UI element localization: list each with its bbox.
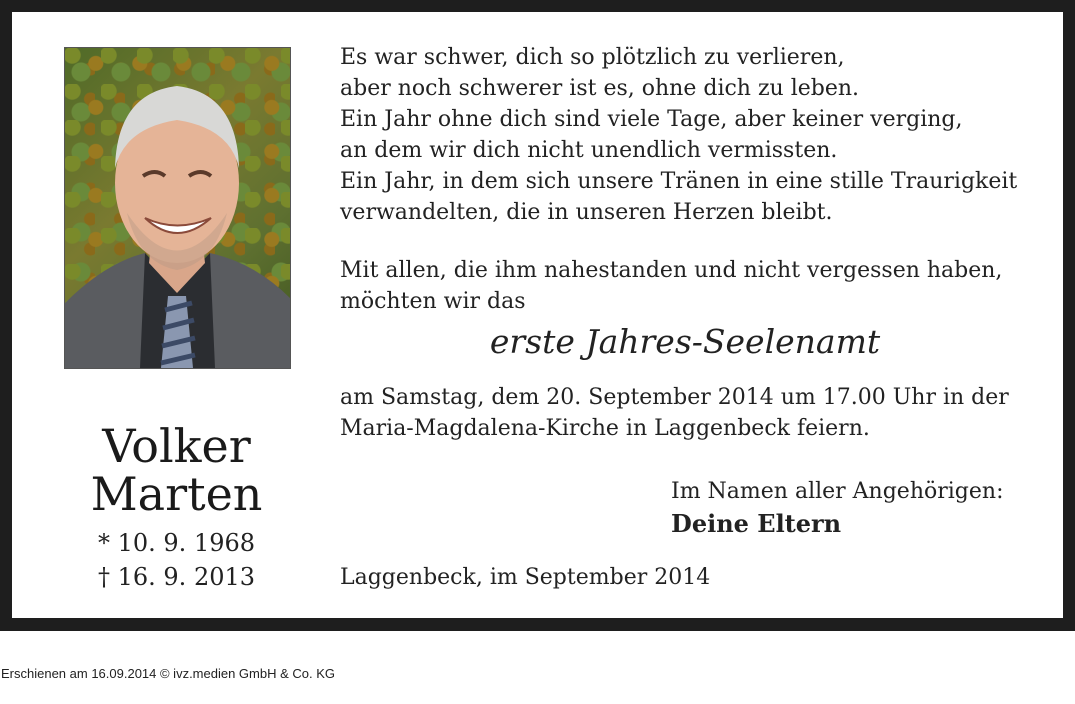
intro-line: möchten wir das bbox=[340, 289, 526, 314]
poem-line: Ein Jahr, in dem sich unsere Tränen in eine stille Traurigkeit bbox=[340, 169, 1018, 194]
event-line: am Samstag, dem 20. September 2014 um 17.00 Uhr in der bbox=[340, 385, 1009, 410]
event-details bbox=[340, 382, 1030, 444]
event-line: Maria-Magdalena-Kirche in Laggenbeck feiern. bbox=[340, 416, 870, 441]
poem-line: Es war schwer, dich so plötzlich zu verlieren, bbox=[340, 45, 845, 70]
poem bbox=[340, 42, 1030, 228]
poem-line: aber noch schwerer ist es, ohne dich zu leben. bbox=[340, 76, 860, 101]
first-name: Volker bbox=[102, 419, 251, 473]
poem-line: verwandelten, die in unseren Herzen bleibt. bbox=[340, 200, 833, 225]
publication-footer: Erschienen am 16.09.2014 © ivz.medien GmbH & Co. KG bbox=[1, 666, 336, 681]
signature-intro: Im Namen aller Angehörigen: bbox=[671, 479, 1004, 504]
signature-block bbox=[671, 476, 1003, 540]
portrait-photo bbox=[64, 47, 291, 369]
death-date: † 16. 9. 2013 bbox=[97, 563, 256, 591]
life-dates bbox=[64, 526, 289, 594]
birth-date: * 10. 9. 1968 bbox=[97, 529, 256, 557]
intro-paragraph bbox=[340, 255, 1030, 317]
last-name: Marten bbox=[90, 467, 263, 521]
poem-line: an dem wir dich nicht unendlich vermissten. bbox=[340, 138, 838, 163]
intro-line: Mit allen, die ihm nahestanden und nicht vergessen haben, bbox=[340, 258, 1003, 283]
place-date: Laggenbeck, im September 2014 bbox=[340, 565, 711, 590]
portrait-illustration bbox=[65, 48, 290, 368]
signature-names: Deine Eltern bbox=[671, 509, 842, 538]
obituary-card bbox=[12, 12, 1063, 618]
poem-line: Ein Jahr ohne dich sind viele Tage, aber keiner verging, bbox=[340, 107, 963, 132]
event-title: erste Jahres-Seelenamt bbox=[489, 322, 881, 361]
